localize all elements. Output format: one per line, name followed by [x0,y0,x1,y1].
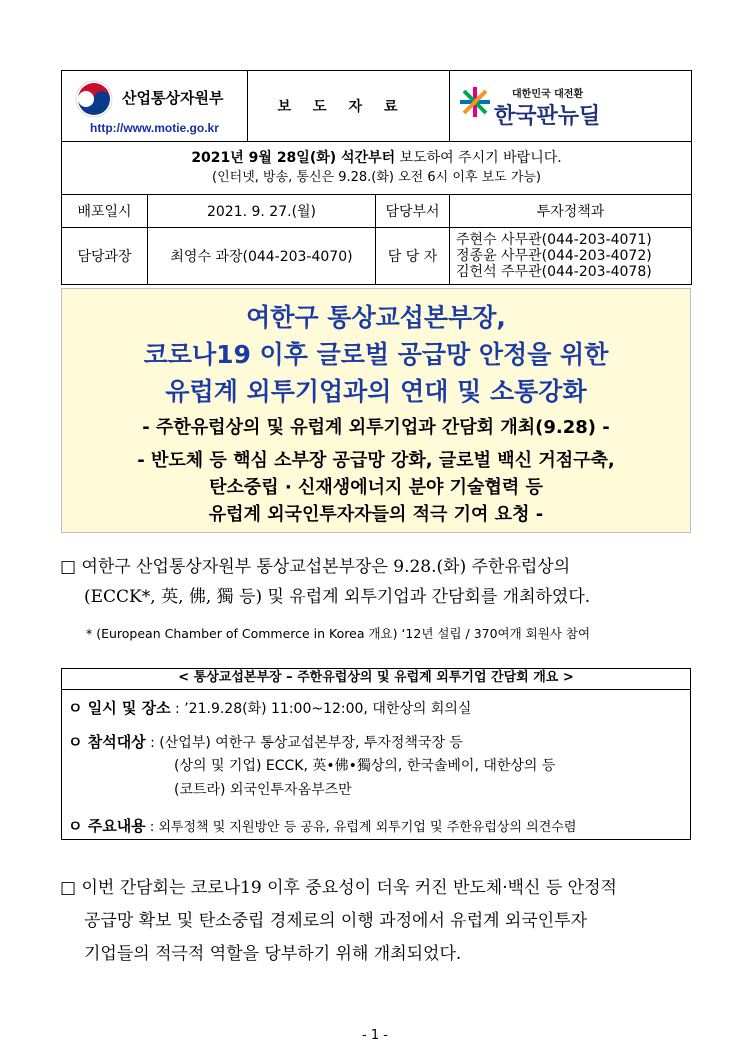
release-label: 배포일시 [62,195,148,228]
headline-line-3: 유럽계 외투기업과의 연대 및 소통강화 [165,377,587,406]
overview-title: < 통상교섭본부장 – 주한유럽상의 및 유럽계 외투기업 간담회 개요 > [178,670,574,685]
overview-main-label: ㅇ 주요내용 [68,817,146,835]
overview-main [68,815,576,836]
overview-main-value: : 외투정책 및 지원방안 등 공유, 유럽계 외투기업 및 주한유럽상의 의견수렴 [145,820,577,835]
ministry-logo-cell [62,71,248,142]
dept-label: 담당부서 [376,195,450,228]
embargo-online: (인터넷, 방송, 통신은 9.28.(화) 오전 6시 이후 보도 가능) [212,170,542,185]
ministry-url[interactable]: http://www.motie.go.kr [90,121,219,135]
ecck-note: * (European Chamber of Commerce in Korea 개요) ‘12년 설립 / 370여개 회원사 참여 [86,626,591,641]
subheadline-2a: - 반도체 등 핵심 소부장 공급망 강화, 글로벌 백신 거점구축, [137,450,615,471]
overview-date-value: : ’21.9.28(화) 11:00~12:00, 대한상의 회의실 [170,701,472,717]
contact-3: 김헌석 주무관(044-203-4078) [456,264,652,280]
contact-label: 담 당 자 [376,228,450,285]
headline-line-1: 여한구 통상교섭본부장, [246,303,506,332]
ministry-name: 산업통상자원부 [122,89,224,107]
newdeal-name: 한국판뉴딜 [494,104,601,129]
overview-att-line-3: (코트라) 외국인투자옴부즈만 [174,782,352,798]
paragraph-2-line-1: □ 이번 간담회는 코로나19 이후 중요성이 더욱 커진 반도체·백신 등 안정적 [60,878,617,898]
subheadline-1: - 주한유럽상의 및 유럽계 외투기업과 간담회 개최(9.28) - [142,417,610,438]
overview-divider [62,689,690,690]
subheadline-2b: 탄소중립 · 신재생에너지 분야 기술협력 등 [209,477,543,498]
paragraph-2 [60,872,700,971]
taegeuk-logo-icon [74,79,114,119]
page-number: - 1 - [362,1028,388,1043]
press-header-table [61,70,692,285]
embargo-notice [62,142,692,195]
overview-box [61,668,691,840]
paragraph-1-line-1: □ 여한구 산업통상자원부 통상교섭본부장은 9.28.(화) 주한유럽상의 [60,557,571,577]
overview-att-line-2: (상의 및 기업) ECCK, 英•佛•獨상의, 한국솔베이, 대한상의 등 [174,758,556,774]
headline-line-2: 코로나19 이후 글로벌 공급망 안정을 위한 [143,340,609,369]
contact-1: 주현수 사무관(044-203-4071) [456,232,652,248]
release-date: 2021. 9. 27.(월) [148,195,376,228]
embargo-rest: 보도하여 주시기 바랍니다. [395,150,562,166]
newdeal-star-icon [458,85,492,119]
subheadline-2c: 유럽계 외국인투자자들의 적극 기여 요청 - [208,504,544,525]
newdeal-slogan: 대한민국 대전환 [512,89,584,100]
manager-name: 최영수 과장(044-203-4070) [148,228,376,285]
newdeal-logo-cell [450,71,692,142]
paragraph-2-line-3: 기업들의 적극적 역할을 당부하기 위해 개최되었다. [84,944,462,964]
embargo-time: 2021년 9월 28일(화) 석간부터 [191,150,396,166]
overview-date-label: ㅇ 일시 및 장소 [68,699,171,717]
overview-date [68,697,471,718]
contact-list [450,228,692,285]
contact-2: 정종윤 사무관(044-203-4072) [456,248,652,264]
headline-box [61,288,691,533]
manager-label: 담당과장 [62,228,148,285]
document-title: 보도자료 [248,71,450,142]
paragraph-1 [60,552,700,612]
paragraph-2-line-2: 공급망 확보 및 탄소중립 경제로의 이행 과정에서 유럽계 외국인투자 [84,911,588,931]
overview-att-label: ㅇ 참석대상 [68,733,146,751]
overview-attendees [68,731,463,752]
dept-name: 투자정책과 [450,195,692,228]
overview-att-line-1: : (산업부) 여한구 통상교섭본부장, 투자정책국장 등 [145,735,463,751]
paragraph-1-line-2: (ECCK*, 英, 佛, 獨 등) 및 유럽계 외투기업과 간담회를 개최하였다. [84,587,591,607]
